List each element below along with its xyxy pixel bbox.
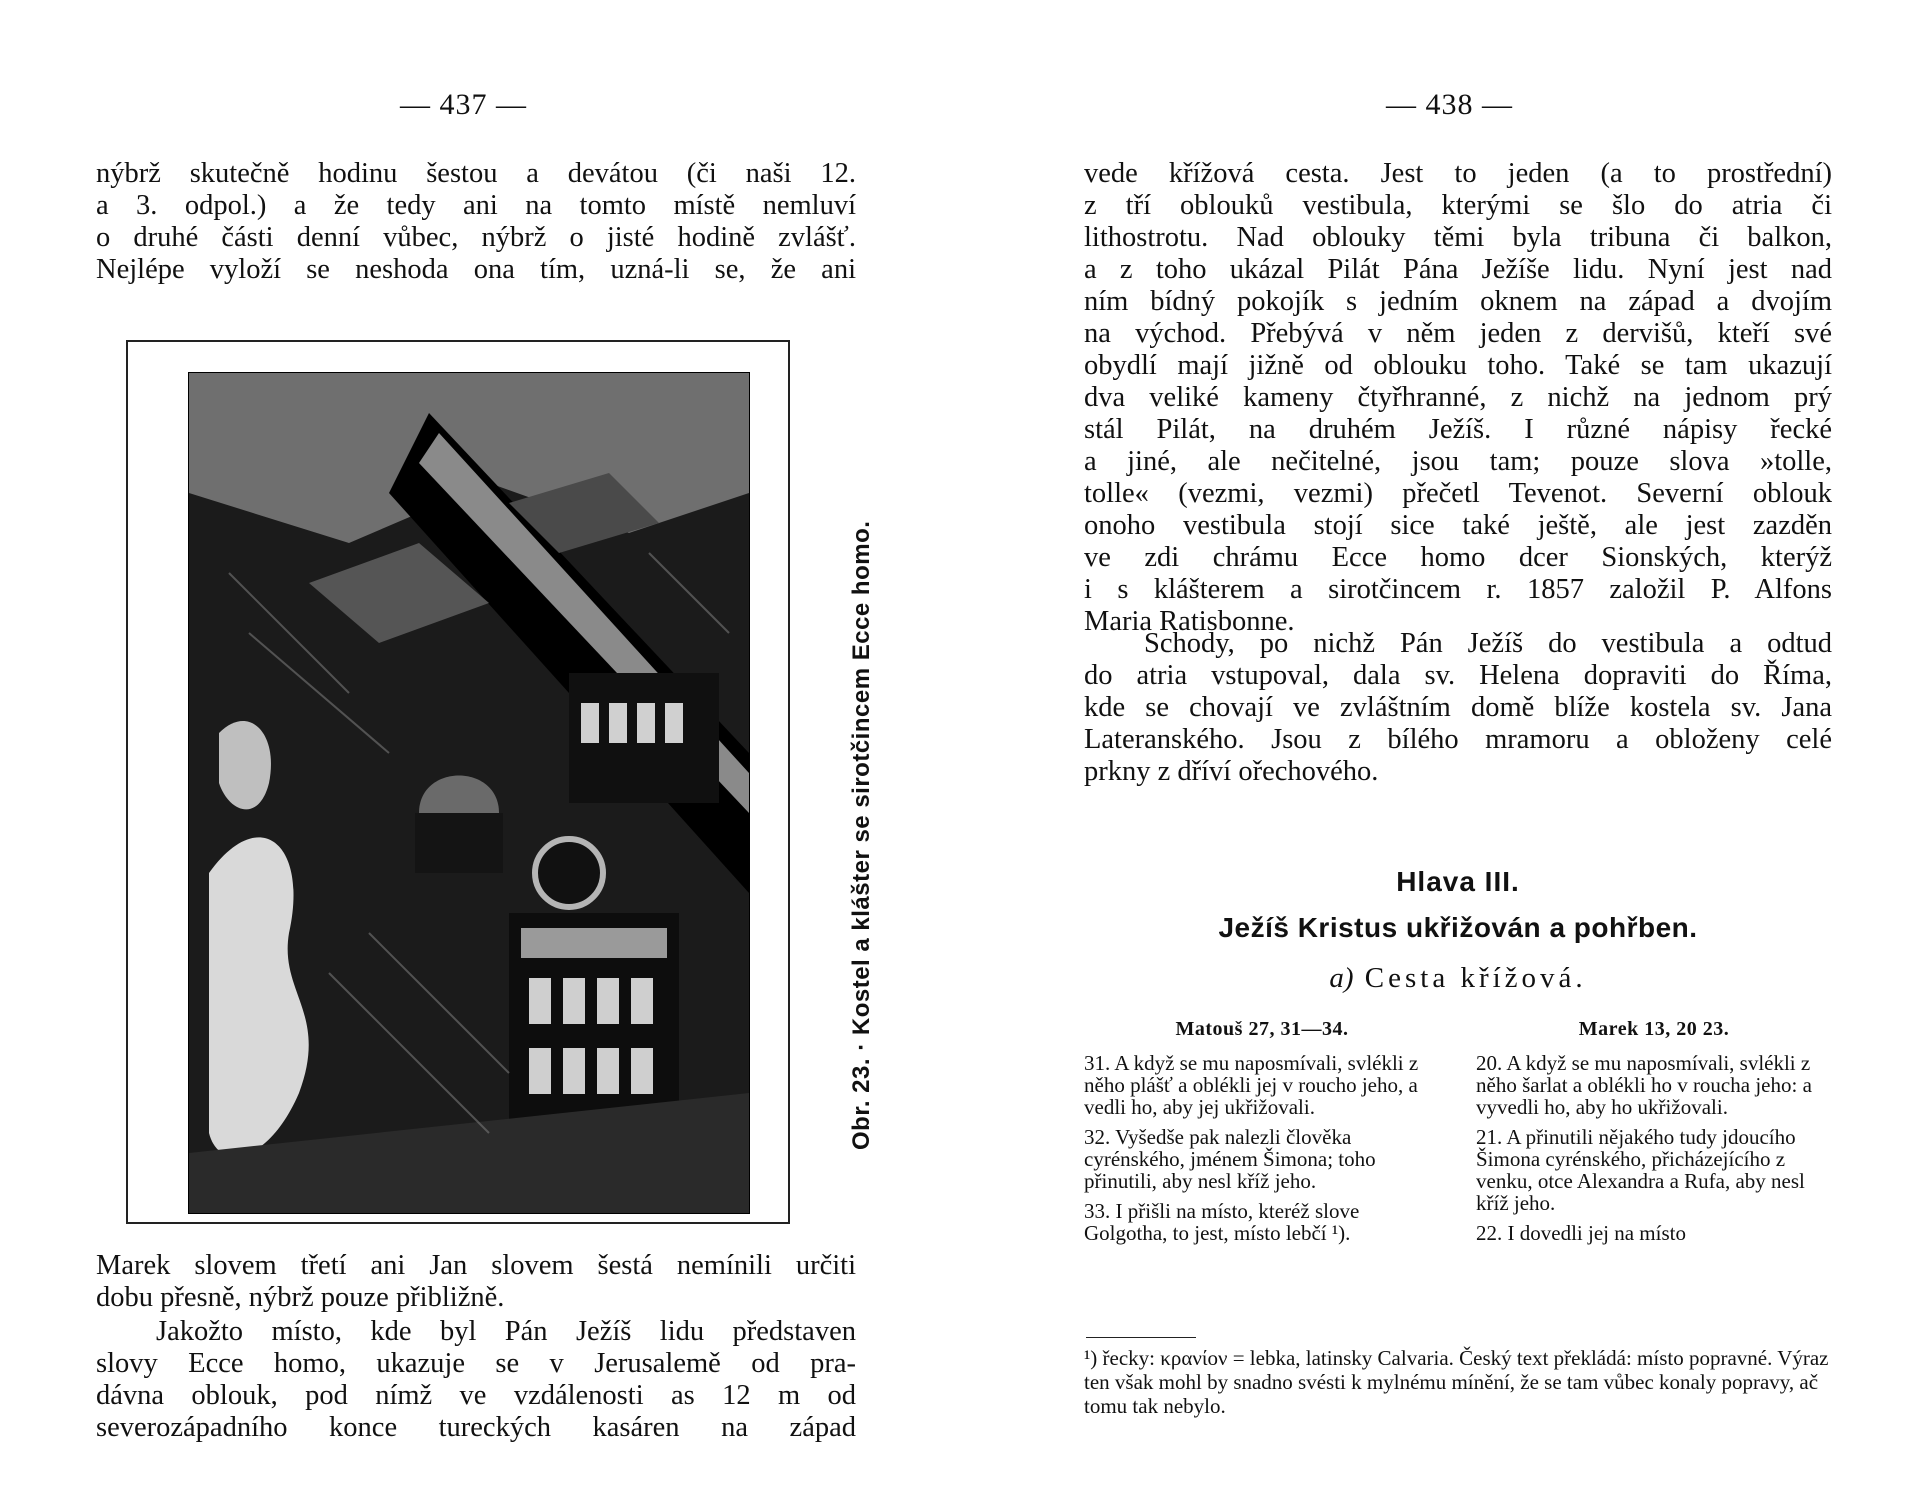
text-line: nýbrž skutečně hodinu šestou a devátou (či naši 12. [96, 158, 856, 189]
text-line: tolle« (vezmi, vezmi) přečetl Tevenot. Severní oblouk [1084, 478, 1832, 509]
paragraph-continuation [1084, 158, 1832, 638]
text-line: Lateranského. Jsou z bílého mramoru a obloženy celé [1084, 724, 1832, 755]
figure-caption: Obr. 23. · Kostel a klášter se sirotčincem Ecce homo. [848, 520, 875, 1150]
verse: 31. A když se mu naposmívali, svlékli z něho plášť a oblékli jej v roucho jeho, a vedli ho, aby jej ukřižovali. [1084, 1051, 1419, 1119]
text-line: severozápadního konce tureckých kasáren na západ [96, 1412, 856, 1443]
text-line: stál Pilát, na druhém Ježíš. I různé nápisy řecké [1084, 414, 1832, 445]
text-line: dávna oblouk, pod nímž ve vzdálenosti as 12 m od [96, 1380, 856, 1411]
page-number: — 438 — [1386, 88, 1513, 121]
verse: 20. A když se mu naposmívali, svlékli z něho šarlat a oblékli ho v roucha jeho: a vyvedli ho, aby ho ukřižovali. [1476, 1051, 1812, 1119]
figure-caption-area [780, 430, 875, 1150]
text-line: Nejlépe vyloží se neshoda ona tím, uzná-li se, že ani [96, 254, 856, 285]
text-line: prkny z dříví ořechového. [1084, 756, 1379, 787]
column-source: Marek 13, 20 23. [1578, 1018, 1730, 1040]
gospel-column-mark [1476, 1018, 1832, 1252]
text-line: a z toho ukázal Pilát Pána Ježíše lidu. Nyní jest nad [1084, 254, 1832, 285]
text-line: o druhé části denní vůbec, nýbrž o jisté hodině zvlášť. [96, 222, 856, 253]
ecce-homo-engraving [188, 372, 750, 1214]
text-line: Marek slovem třetí ani Jan slovem šestá nemínili určiti [96, 1250, 856, 1281]
text-line: Maria Ratisbonne. [1084, 606, 1295, 637]
text-line: ním bídný pokojík s jedním oknem na západ a dvojím [1084, 286, 1832, 317]
chapter-title: Ježíš Kristus ukřižován a pohřben. [1218, 912, 1698, 943]
paragraph [96, 1250, 856, 1314]
text-line: Jakožto místo, kde byl Pán Ježíš lidu představen [156, 1316, 856, 1347]
text-line: dva veliké kameny čtyřhranné, z nichž na jednom prý [1084, 382, 1832, 413]
verse: 33. I přišli na místo, kteréž slove Golgotha, to jest, místo lebčí ¹). [1084, 1199, 1360, 1245]
text-line: a 3. odpol.) a že tedy ani na tomto místě nemluví [96, 190, 856, 221]
text-line: i s klášterem a sirotčincem r. 1857 založil P. Alfons [1084, 574, 1832, 605]
gospel-column-matthew [1084, 1018, 1440, 1252]
text-line: Schody, po nichž Pán Ježíš do vestibula a odtud [1144, 628, 1832, 659]
text-line: ve zdi chrámu Ecce homo dcer Sionských, kterýž [1084, 542, 1832, 573]
section-title-text: Cesta křížová. [1364, 962, 1587, 994]
text-line: a jiné, ale nečitelné, jsou tam; pouze slova »tolle, [1084, 446, 1832, 477]
verse: 22. I dovedli jej na místo [1476, 1221, 1686, 1245]
text-line: onoho vestibula stojí sice také ještě, ale jest zazděn [1084, 510, 1832, 541]
paragraph [96, 1316, 856, 1444]
paragraph-continuation [96, 158, 856, 286]
right-page [966, 0, 1932, 1500]
text-line: lithostrotu. Nad oblouky těmi byla tribuna či balkon, [1084, 222, 1832, 253]
footnote-rule [1086, 1337, 1196, 1338]
text-line: slovy Ecce homo, ukazuje se v Jerusalemě od pra- [96, 1348, 856, 1379]
verse: 21. A přinutili nějakého tudy jdoucího Šimona cyrénského, přicházejícího z venku, otce Alexandra a Rufa, aby nesl kříž jeho. [1476, 1125, 1805, 1215]
text-line: z tří oblouků vestibula, kterými se šlo do atria či [1084, 190, 1832, 221]
page-number: — 437 — [400, 88, 527, 121]
section-title [1084, 962, 1832, 995]
column-source: Matouš 27, 31—34. [1175, 1018, 1349, 1040]
footnote: ¹) řecky: κρανίον = lebka, latinsky Calvaria. Český text překládá: místo popravné. Výraz ten však mohl by snadno svésti k mylnému mínění, že se tam vůbec konaly popravy, ač tomu tak nebylo. [1084, 1346, 1829, 1418]
text-line: vede křížová cesta. Jest to jeden (a to prostřední) [1084, 158, 1832, 189]
text-line: dobu přesně, nýbrž pouze přibližně. [96, 1282, 505, 1313]
paragraph [1084, 628, 1832, 788]
text-line: obydlí mají jižně od oblouku toho. Také se tam ukazují [1084, 350, 1832, 381]
section-label: a) [1329, 962, 1354, 994]
text-line: do atria vstupoval, dala sv. Helena dopraviti do Říma, [1084, 660, 1832, 691]
verse: 32. Vyšedše pak nalezli člověka cyrénského, jménem Šimona; toho přinutili, aby nesl kříž jeho. [1084, 1125, 1376, 1193]
text-line: na východ. Přebývá v něm jeden z dervišů, kteří své [1084, 318, 1832, 349]
chapter-label: Hlava III. [1396, 866, 1520, 897]
text-line: kde se chovají ve zvláštním domě blíže kostela sv. Jana [1084, 692, 1832, 723]
figure-frame [126, 340, 790, 1224]
